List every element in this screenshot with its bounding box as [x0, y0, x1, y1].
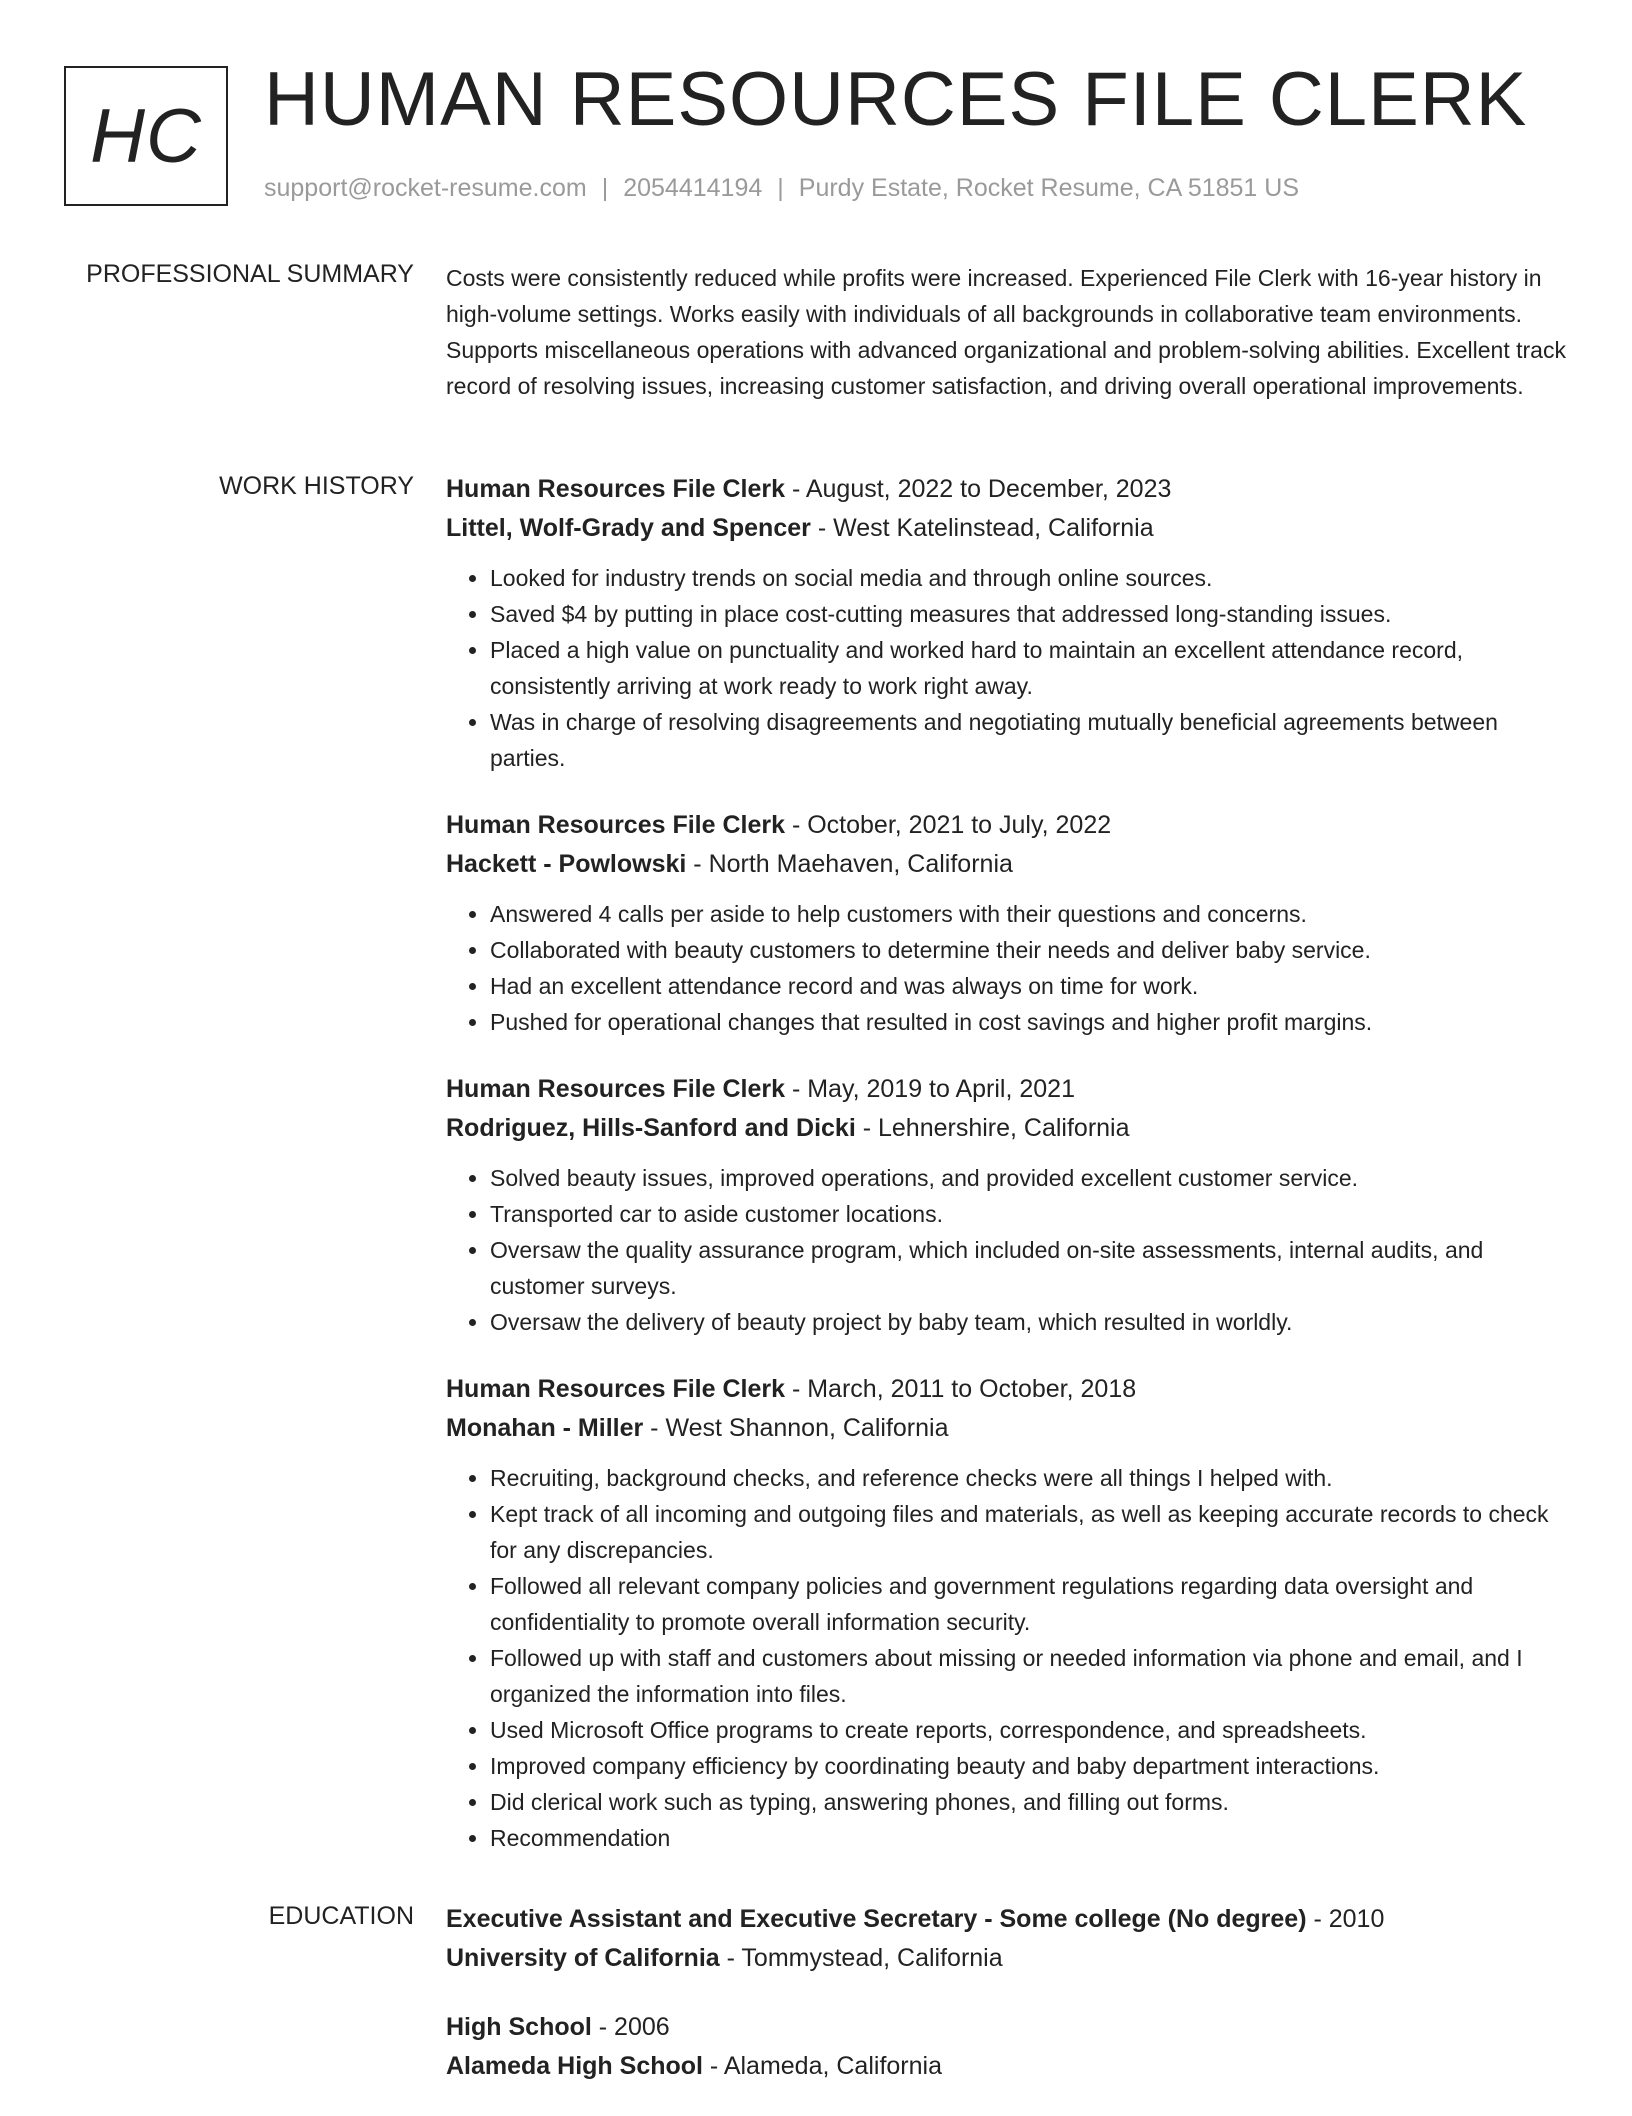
list-item: • Recruiting, background checks, and reference checks were all things I helped with. — [490, 1460, 1566, 1496]
list-item: • Followed all relevant company policies and government regulations regarding data oversight and confidentiality to promote overall information security. — [490, 1568, 1566, 1640]
job-dates: - May, 2019 to April, 2021 — [785, 1075, 1075, 1103]
education-location: - Tommystead, California — [719, 1944, 1003, 1972]
job-location: - North Maehaven, California — [686, 850, 1013, 878]
job-bullets — [446, 560, 1566, 776]
job-title: Human Resources File Clerk — [446, 1375, 786, 1403]
job-entry — [446, 470, 1566, 776]
list-item: • Kept track of all incoming and outgoing files and materials, as well as keeping accurate records to check for any discrepancies. — [490, 1496, 1566, 1568]
job-dates: - October, 2021 to July, 2022 — [785, 811, 1112, 839]
education-entry — [446, 2008, 1566, 2086]
contact-phone: 2054414194 — [623, 174, 763, 202]
list-item: • Recommendation — [490, 1820, 1566, 1856]
summary-heading: PROFESSIONAL SUMMARY — [86, 260, 414, 288]
education-school: Alameda High School — [446, 2052, 703, 2080]
work-history-heading: WORK HISTORY — [219, 472, 414, 500]
job-company: Monahan - Miller — [446, 1414, 644, 1442]
list-item: • Oversaw the delivery of beauty project by baby team, which resulted in worldly. — [490, 1304, 1566, 1340]
list-item: • Answered 4 calls per aside to help customers with their questions and concerns. — [490, 896, 1566, 932]
job-title: Human Resources File Clerk — [446, 1075, 786, 1103]
list-item: • Saved $4 by putting in place cost-cutting measures that addressed long-standing issues. — [490, 596, 1566, 632]
list-item: • Improved company efficiency by coordinating beauty and baby department interactions. — [490, 1748, 1566, 1784]
job-location: - Lehnershire, California — [855, 1114, 1130, 1142]
job-entry — [446, 806, 1566, 1040]
job-location: - West Shannon, California — [643, 1414, 949, 1442]
list-item: • Placed a high value on punctuality and worked hard to maintain an excellent attendance record, consistently arriving at work ready to work right away. — [490, 632, 1566, 704]
list-item: • Had an excellent attendance record and was always on time for work. — [490, 968, 1566, 1004]
list-item: • Pushed for operational changes that resulted in cost savings and higher profit margins. — [490, 1004, 1566, 1040]
list-item: • Followed up with staff and customers about missing or needed information via phone and email, and I organized the information into files. — [490, 1640, 1566, 1712]
job-company: Hackett - Powlowski — [446, 850, 687, 878]
job-dates: - March, 2011 to October, 2018 — [785, 1375, 1137, 1403]
list-item: • Solved beauty issues, improved operations, and provided excellent customer service. — [490, 1160, 1566, 1196]
list-item: • Collaborated with beauty customers to determine their needs and deliver baby service. — [490, 932, 1566, 968]
job-title: Human Resources File Clerk — [446, 811, 786, 839]
education-degree: High School — [446, 2013, 592, 2041]
education-entry — [446, 1900, 1566, 1978]
list-item: • Used Microsoft Office programs to create reports, correspondence, and spreadsheets. — [490, 1712, 1566, 1748]
contact-email: support@rocket-resume.com — [264, 174, 587, 202]
page-title: HUMAN RESOURCES FILE CLERK — [264, 57, 1528, 142]
contact-address: Purdy Estate, Rocket Resume, CA 51851 US — [798, 174, 1300, 202]
education-degree: Executive Assistant and Executive Secretary - Some college (No degree) — [446, 1905, 1307, 1933]
summary-text: Costs were consistently reduced while profits were increased. Experienced File Clerk with 16-year history in high-volume settings. Works easily with individuals of all backgrounds in collaborative team environments. Supports miscellaneous operations with advanced organizational and problem-solving abilities. Excellent track record of resolving issues, increasing customer satisfaction, and driving overall operational improvements. — [446, 265, 1566, 399]
list-item: • Transported car to aside customer locations. — [490, 1196, 1566, 1232]
education-year: - 2006 — [591, 2013, 670, 2041]
job-bullets — [446, 1460, 1566, 1856]
monogram-badge: HC — [64, 66, 228, 206]
job-company: Littel, Wolf-Grady and Spencer — [446, 514, 811, 542]
job-bullets — [446, 1160, 1566, 1340]
job-location: - West Katelinstead, California — [810, 514, 1154, 542]
list-item: • Did clerical work such as typing, answering phones, and filling out forms. — [490, 1784, 1566, 1820]
education-school: University of California — [446, 1944, 720, 1972]
job-company: Rodriguez, Hills-Sanford and Dicki — [446, 1114, 856, 1142]
list-item: • Was in charge of resolving disagreements and negotiating mutually beneficial agreements between parties. — [490, 704, 1566, 776]
contact-line — [264, 174, 1299, 203]
contact-separator: | — [777, 174, 784, 202]
education-year: - 2010 — [1306, 1905, 1385, 1933]
job-dates: - August, 2022 to December, 2023 — [785, 475, 1172, 503]
education-heading: EDUCATION — [268, 1902, 414, 1930]
job-entry — [446, 1070, 1566, 1340]
education-location: - Alameda, California — [702, 2052, 942, 2080]
list-item: • Oversaw the quality assurance program, which included on-site assessments, internal audits, and customer surveys. — [490, 1232, 1566, 1304]
contact-separator: | — [601, 174, 609, 202]
job-bullets — [446, 896, 1566, 1040]
job-title: Human Resources File Clerk — [446, 475, 786, 503]
list-item: • Looked for industry trends on social media and through online sources. — [490, 560, 1566, 596]
job-entry — [446, 1370, 1566, 1856]
